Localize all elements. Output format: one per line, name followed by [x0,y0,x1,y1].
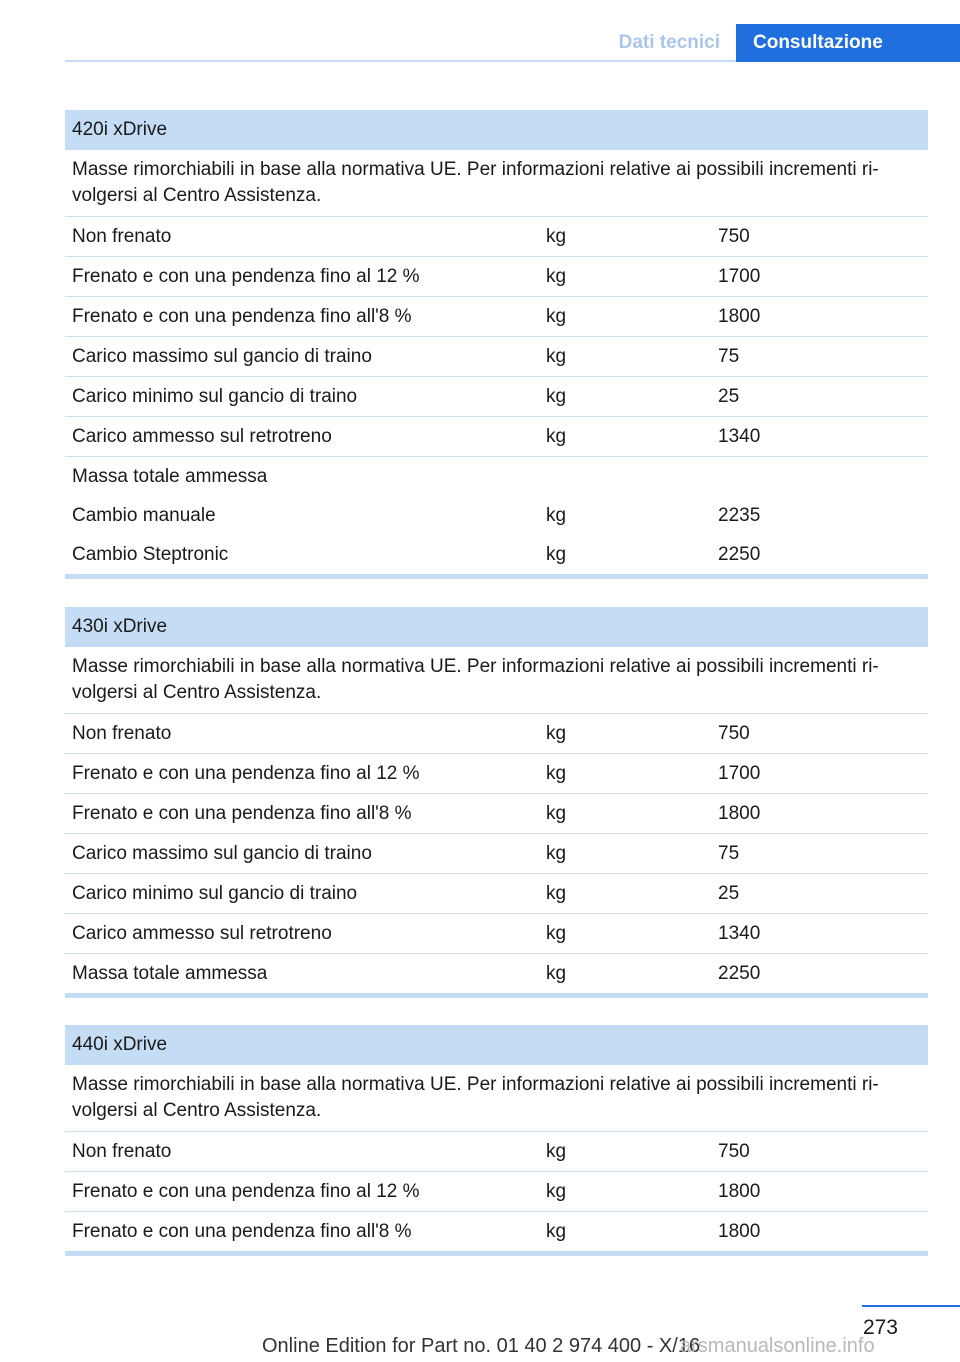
row-label: Frenato e con una pendenza fino all'8 % [72,306,412,327]
row-unit: kg [546,306,567,327]
row-unit: kg [546,883,567,904]
row-label: Frenato e con una pendenza fino all'8 % [72,1221,412,1242]
row-label: Carico minimo sul gancio di traino [72,386,358,407]
row-value: 1700 [718,266,761,287]
row-unit: kg [546,923,567,944]
row-value: 750 [718,723,750,744]
edition-footer: Online Edition for Part no. 01 40 2 974 400 - X/16 [262,1335,701,1357]
table-row [65,714,928,754]
table-row [65,457,928,496]
row-value: 25 [718,386,740,407]
row-unit: kg [546,1181,567,1202]
row-label: Non frenato [72,723,172,744]
watermark: arsmanualsonline.info [680,1335,875,1357]
row-value: 1800 [718,1221,761,1242]
row-label: Carico ammesso sul retrotreno [72,923,332,944]
row-label: Cambio Steptronic [72,544,229,565]
table-row [65,954,928,993]
row-value: 2235 [718,505,761,526]
table-row [65,417,928,457]
table-end-rule [65,993,928,998]
table-note: Masse rimorchiabili in base alla normativa UE. Per informazioni relative ai possibili incrementi rivolgersi al Centro Assistenza. [65,647,928,714]
page-number-rule [862,1305,960,1307]
row-value: 25 [718,883,740,904]
table-row [65,1132,928,1172]
row-value: 1340 [718,923,761,944]
table-row [65,914,928,954]
table-row [65,794,928,834]
row-unit: kg [546,226,567,247]
table-row [65,257,928,297]
row-unit: kg [546,963,567,984]
table-row [65,874,928,914]
spec-table-440i [65,1025,928,1256]
row-label: Frenato e con una pendenza fino al 12 % [72,763,420,784]
row-value: 75 [718,346,740,367]
table-row [65,1212,928,1251]
row-value: 2250 [718,963,761,984]
table-title: 440i xDrive [65,1025,928,1065]
row-value: 2250 [718,544,761,565]
row-unit: kg [546,505,567,526]
row-label: Carico massimo sul gancio di traino [72,843,372,864]
table-end-rule [65,574,928,579]
row-unit: kg [546,763,567,784]
row-unit: kg [546,386,567,407]
table-end-rule [65,1251,928,1256]
table-row [65,834,928,874]
row-unit: kg [546,266,567,287]
row-label: Frenato e con una pendenza fino al 12 % [72,1181,420,1202]
row-value: 1800 [718,1181,761,1202]
table-title: 420i xDrive [65,110,928,150]
row-label: Non frenato [72,1141,172,1162]
row-unit: kg [546,723,567,744]
table-row [65,337,928,377]
spec-table-420i [65,110,928,579]
table-row [65,496,928,535]
row-value: 1800 [718,803,761,824]
row-unit: kg [546,1141,567,1162]
row-label: Carico minimo sul gancio di traino [72,883,358,904]
row-label: Frenato e con una pendenza fino al 12 % [72,266,420,287]
row-unit: kg [546,544,567,565]
row-unit: kg [546,346,567,367]
row-value: 75 [718,843,740,864]
row-unit: kg [546,803,567,824]
row-unit: kg [546,843,567,864]
table-note: Masse rimorchiabili in base alla normativa UE. Per informazioni relative ai possibili incrementi rivolgersi al Centro Assistenza. [65,1065,928,1132]
table-row [65,377,928,417]
row-value: 1340 [718,426,761,447]
table-row [65,1172,928,1212]
table-note: Masse rimorchiabili in base alla normativa UE. Per informazioni relative ai possibili incrementi rivolgersi al Centro Assistenza. [65,150,928,217]
table-row [65,297,928,337]
row-label: Frenato e con una pendenza fino all'8 % [72,803,412,824]
chapter-tab[interactable]: Consultazione [736,24,960,62]
row-value: 1700 [718,763,761,784]
table-row [65,217,928,257]
section-tab[interactable]: Dati tecnici [618,32,720,53]
spec-table-430i [65,607,928,998]
row-value: 750 [718,226,750,247]
page-number: 273 [862,1316,898,1339]
row-label: Carico massimo sul gancio di traino [72,346,372,367]
row-label: Cambio manuale [72,505,216,526]
row-label: Massa totale ammessa [72,963,268,984]
row-unit: kg [546,426,567,447]
row-value: 750 [718,1141,750,1162]
row-label: Carico ammesso sul retrotreno [72,426,332,447]
row-label: Massa totale ammessa [72,466,268,487]
row-value: 1800 [718,306,761,327]
table-row [65,754,928,794]
row-label: Non frenato [72,226,172,247]
table-title: 430i xDrive [65,607,928,647]
row-unit: kg [546,1221,567,1242]
table-row [65,535,928,574]
